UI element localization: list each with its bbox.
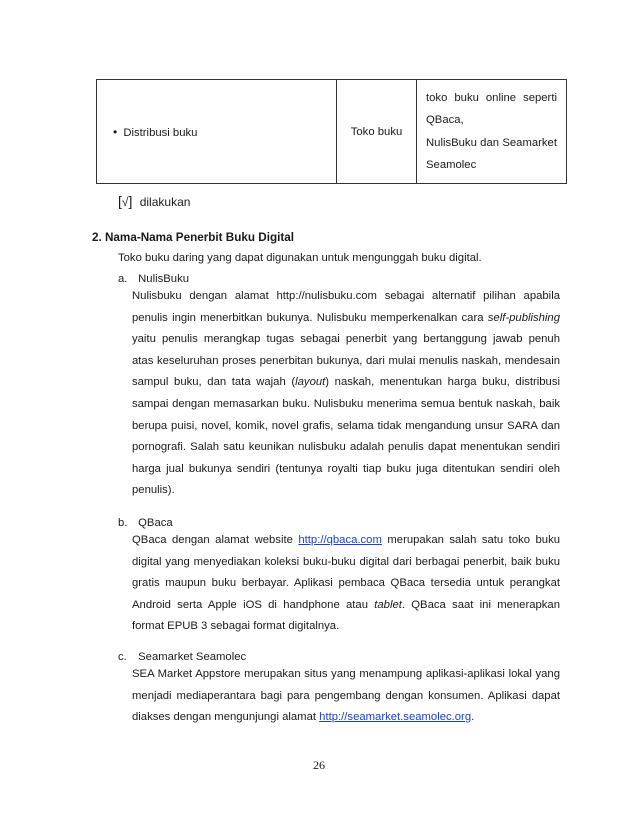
subheading-seamarket (118, 651, 246, 663)
text-line: menjadi mediaperantara bagi para pengembang dengan konsumen. Aplikasi dapat (132, 689, 560, 702)
table-row (97, 80, 567, 184)
text-line: penulis). (132, 484, 175, 497)
desc-word: NulisBuku (426, 136, 477, 149)
text-line: harga jual bukunya sendiri (tentunya royalti tiap buku juga ditentukan sendiri oleh (132, 462, 560, 475)
table-cell-item (97, 80, 337, 184)
text-line: sampai dengan memasarkan buku. Nulisbuku menerima semua bentuk naskah, baik (132, 397, 560, 410)
text-segment: QBaca dengan alamat website (132, 534, 299, 546)
desc-word: QBaca, (426, 114, 464, 126)
list-title: QBaca (138, 517, 173, 529)
paragraph-qbaca (132, 530, 560, 638)
emphasis: self-publishing (487, 311, 560, 324)
text-line: yaitu penulis merangkap tugas sebagai penerbit yang bertanggung jawab penuh (132, 333, 560, 346)
text-line: berupa puisi, novel, komik, novel grafis, selama tidak mengandung unsur SARA dan (132, 419, 560, 432)
desc-word: online (485, 91, 517, 104)
subheading-qbaca (118, 517, 173, 529)
text-segment: . (471, 711, 475, 724)
text-segment: diakses dengan mengunjungi alamat (132, 711, 320, 724)
section-heading: 2. Nama-Nama Penerbit Buku Digital (92, 231, 294, 244)
checkmark-icon: √ (121, 195, 129, 209)
check-note-text: dilakukan (139, 195, 191, 209)
list-label: c. (118, 651, 127, 663)
desc-word: buku (454, 91, 479, 104)
text-line: gratis maupun buku berbayar. Aplikasi pembaca QBaca tersedia untuk perangkat (132, 577, 560, 590)
text-line: sampul buku, dan tata wajah (layout) naskah, menentukan harga buku, distribusi (132, 376, 560, 389)
text-line: Android serta Apple iOS di handphone atau tablet. QBaca saat ini menerapkan (132, 598, 561, 611)
text-line: pornografi. Salah satu keunikan nulisbuku adalah penulis dapat menentukan sendiri (132, 441, 560, 454)
emphasis: layout (295, 376, 326, 389)
qbaca-link[interactable]: http://qbaca.com (298, 534, 382, 546)
text-line (132, 530, 560, 552)
type-text: Toko buku (350, 125, 403, 138)
list-title: Seamarket Seamolec (138, 651, 247, 663)
text-line: penulis ingin menerbitkan bukunya. Nulisbuku memperkenalkan cara self-publishing (132, 311, 560, 324)
section-intro: Toko buku daring yang dapat digunakan untuk mengunggah buku digital. (118, 252, 482, 264)
text-line: SEA Market Appstore merupakan situs yang menampung aplikasi-aplikasi lokal yang (132, 668, 560, 680)
seamarket-link[interactable]: http://seamarket.seamolec.org (319, 711, 472, 724)
text-line: format EPUB 3 sebagai format digitalnya. (132, 620, 340, 633)
bullet-icon: • (113, 124, 118, 139)
text-line: digital yang menyediakan koleksi buku-buku digital dari berbagai penerbit, baik buku (132, 555, 560, 568)
desc-line (426, 109, 557, 132)
page-number: 26 (313, 758, 325, 772)
desc-word: dan (480, 136, 500, 149)
table-cell-desc (417, 80, 567, 184)
check-note: [√] dilakukan (118, 193, 191, 209)
text-line: Nulisbuku dengan alamat http://nulisbuku.com sebagai alternatif pilihan apabila (132, 290, 560, 302)
emphasis: tablet (374, 598, 402, 611)
list-title: NulisBuku (138, 273, 189, 285)
text-line: atas keseluruhan proses penerbitan bukunya, dari mulai menulis naskah, mendesain (132, 354, 560, 367)
subheading-nulisbuku (118, 273, 189, 285)
table-cell-type (337, 80, 417, 184)
paragraph-seamarket (132, 664, 560, 729)
paragraph-nulisbuku (132, 286, 560, 502)
desc-line (426, 132, 557, 155)
item-text: Distribusi buku (123, 126, 198, 139)
desc-line (426, 87, 557, 110)
list-label: b. (118, 517, 128, 529)
text-segment: merupakan salah satu toko buku (387, 534, 561, 546)
text-line (132, 707, 560, 729)
desc-line (426, 154, 557, 177)
distribution-table (96, 79, 567, 184)
desc-word: seperti (523, 91, 557, 104)
desc-word: toko (426, 91, 448, 104)
list-label: a. (118, 273, 128, 285)
desc-word: Seamolec (426, 159, 477, 171)
desc-word: Seamarket (502, 136, 557, 149)
